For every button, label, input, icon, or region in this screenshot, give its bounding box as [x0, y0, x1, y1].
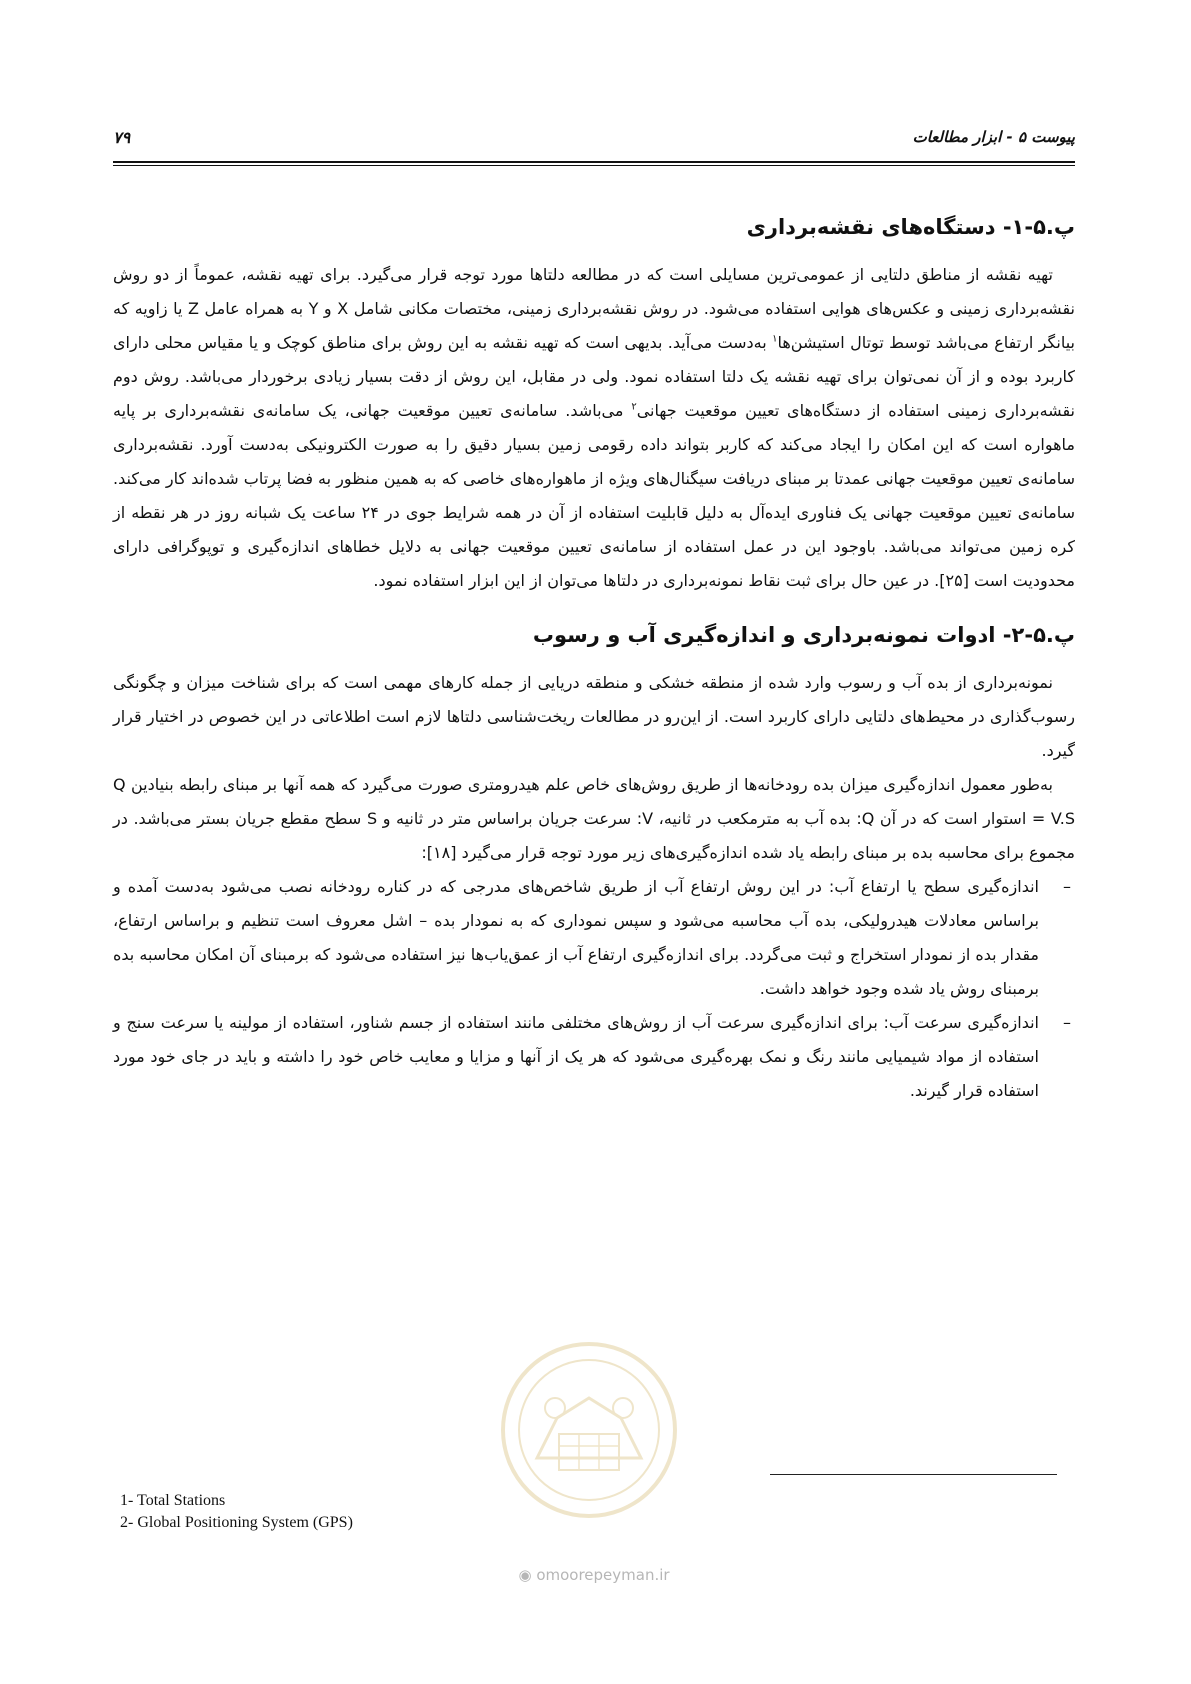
body-text: [113, 212, 1075, 1108]
watermark-url-text: omoorepeyman.ir: [536, 1566, 670, 1584]
paragraph-surveying: [113, 258, 1075, 598]
footnotes: [120, 1490, 353, 1534]
running-title: پیوست ۵ - ابزار مطالعات: [912, 128, 1075, 146]
paragraph-surveying-part3: می‌باشد. سامانه‌ی تعیین موقعیت جهانی، یک سامانه‌ی نقشه‌برداری بر پایه ماهواره است که این امکان را ایجاد می‌کند که کاربر بتواند داده رقومی زمین بسیار دقیق را به صورت الکترونیکی به‌دست آورد. نقشه‌برداری سامانه‌ی تعیین موقعیت جهانی عمدتا بر مبنای دریافت سیگنال‌های ویژه از ماهواره‌های خاصی که به همین منظور به فضا پرتاب شده‌اند کار می‌کند. سامانه‌ی تعیین موقعیت جهانی یک فناوری ایده‌آل به دلیل قابلیت استفاده از آن در همه شرایط جوی در ۲۴ ساعت یک شبانه روز در هر نقطه از کره زمین می‌تواند می‌باشد. باوجود این در عمل استفاده از سامانه‌ی تعیین موقعیت جهانی به دلایل خطاهای اندازه‌گیری و توپوگرافی دارای محدودیت است [۲۵]. در عین حال برای ثبت نقاط نمونه‌برداری در دلتاها می‌توان از این ابزار استفاده نمود.: [113, 401, 1076, 590]
footnote-rule: [770, 1474, 1057, 1475]
header-rule: [113, 161, 1075, 166]
list-item-water-level: – اندازه‌گیری سطح یا ارتفاع آب: در این روش ارتفاع آب از طریق شاخص‌های مدرجی که در کناره رودخانه نصب می‌شود به‌دست آمده و براساس معادلات هیدرولیکی، بده آب محاسبه می‌شود و سپس نموداری که به نمودار بده – اشل معروف است تنظیم و براساس ارتفاع، مقدار بده از نمودار استخراج و ثبت می‌گردد. برای اندازه‌گیری ارتفاع آب از عمق‌یاب‌ها نیز استفاده می‌شود که برمبنای آن امکان محاسبه بده برمبنای روش یاد شده وجود خواهد داشت.: [113, 870, 1039, 1006]
list-item-water-velocity: – اندازه‌گیری سرعت آب: برای اندازه‌گیری سرعت آب از روش‌های مختلفی مانند استفاده از جسم شناور، استفاده از مولینه یا سرعت سنج و استفاده از مواد شیمیایی مانند رنگ و نمک بهره‌گیری می‌شود که هر یک از آنها و مزایا و معایب خاص خود را داشته و باید در جای خود مورد استفاده قرار گیرند.: [113, 1006, 1039, 1108]
section-heading-surveying: پ.۵-۱- دستگاه‌های نقشه‌برداری: [746, 215, 1075, 239]
paragraph-discharge: به‌طور معمول اندازه‌گیری میزان بده رودخانه‌ها از طریق روش‌های خاص علم هیدرومتری صورت می‌گیرد که همه آنها بر مبنای رابطه بنیادین Q = V.S استوار است که در آن Q: بده آب به مترمکعب در ثانیه، V: سرعت جریان براساس متر در ثانیه و S سطح مقطع جریان بستر می‌باشد. در مجموع برای محاسبه بده بر مبنای رابطه یاد شده اندازه‌گیری‌های زیر مورد توجه قرار می‌گیرد [۱۸]:: [113, 775, 1076, 862]
running-header: [113, 128, 1075, 156]
section-heading-sampling: پ.۵-۲- ادوات نمونه‌برداری و اندازه‌گیری آب و رسوب: [532, 623, 1075, 647]
paragraph-sampling-intro: نمونه‌برداری از بده آب و رسوب وارد شده از منطقه خشکی و منطقه دریایی از جمله کارهای مهمی است که برای شناخت میزان و چگونگی رسوب‌گذاری در محیط‌های دلتایی دارای کاربرد است. از این‌رو در مطالعات ریخت‌شناسی دلتاها لازم است اطلاعاتی در این خصوص در اختیار قرار گیرد.: [113, 673, 1075, 760]
page-number: ۷۹: [113, 128, 131, 147]
footnote-mark-2[interactable]: ۲: [631, 401, 637, 413]
paragraph-surveying-part2: به‌دست می‌آید. بدیهی است که تهیه نقشه به این روش برای مناطق کوچک و یا مقیاس محلی دارای کاربرد بوده و از آن نمی‌توان برای تهیه نقشه یک دلتا استفاده نمود. ولی در مقابل، این روش از دقت بسیار زیادی برخوردار می‌باشد. روش دوم نقشه‌برداری زمینی استفاده از دستگاه‌های تعیین موقعیت جهانی: [113, 333, 1076, 420]
watermark-stamp: [497, 1338, 681, 1522]
paragraph-surveying-part1: تهیه نقشه از مناطق دلتایی از عمومی‌ترین مسایلی است که در مطالعه دلتاها مورد توجه قرار می‌گیرد. برای تهیه نقشه، عموماً از دو روش نقشه‌برداری زمینی و عکس‌های هوایی استفاده می‌شود. در روش نقشه‌برداری زمینی، مختصات مکانی شامل X و Y به همراه عامل Z یا زاویه که بیانگر ارتفاع می‌باشد توسط توتال استیشن‌ها: [113, 265, 1076, 352]
globe-icon: ◉: [518, 1566, 532, 1584]
measurement-list: [113, 870, 1075, 1108]
footnote-1: 1- Total Stations: [120, 1492, 226, 1509]
footnote-mark-1[interactable]: ۱: [772, 333, 778, 345]
footnote-2: 2- Global Positioning System (GPS): [120, 1514, 353, 1531]
watermark-url: [494, 1566, 694, 1584]
